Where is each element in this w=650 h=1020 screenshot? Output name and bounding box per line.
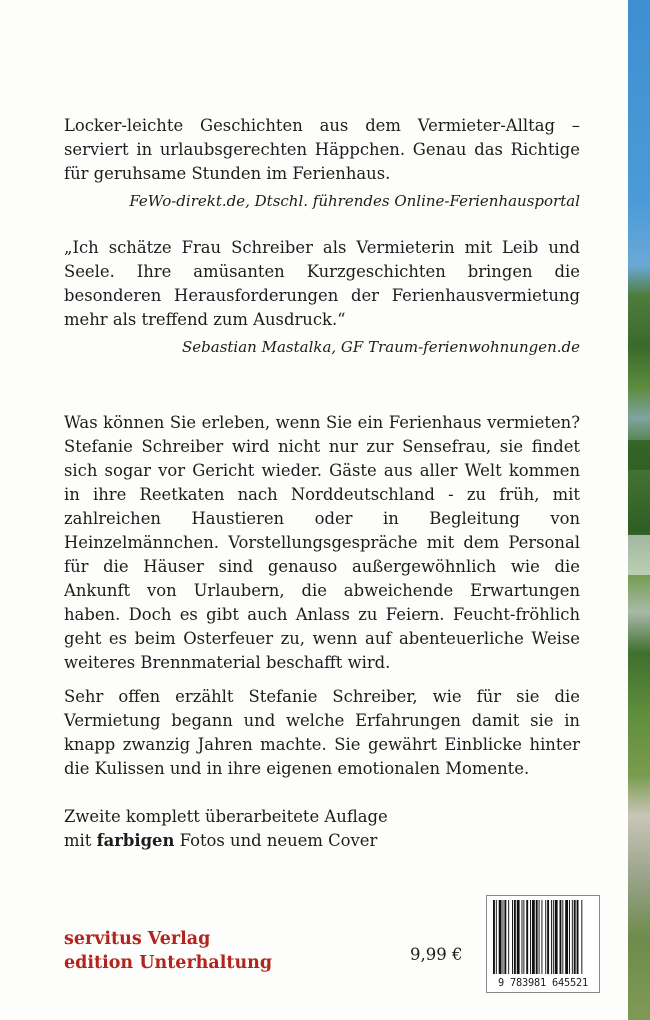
description-paragraph-2: Sehr offen erzählt Stefanie Schreiber, wie für sie die Vermietung begann und welche Erfahrungen damit sie in knapp zwanzig Jahren machte. Sie gewährt Einblicke hinter die Kulissen und in ihre eigenen emotionalen Momente. <box>64 687 580 778</box>
review-quote-mastalka <box>64 236 580 359</box>
isbn-number: 9 783981 645521 <box>498 977 588 989</box>
description-paragraph-1: Was können Sie erleben, wenn Sie ein Ferienhaus vermieten? Stefanie Schreiber wird nicht nur zur Sensefrau, sie findet sich sogar vor Gericht wieder. Gäste aus aller Welt kommen in ihre Reetkaten nach Norddeutschland - zu früh, mit zahlreichen Haustieren oder in Begleitung von Heinzelmännchen. Vorstellungsgespräche mit dem Personal für die Häuser sind genauso außergewöhnlich wie die Ankunft von Urlaubern, die abweichende Erwartungen haben. Doch es gibt auch Anlass zu Feiern. Feucht-fröhlich geht es beim Osterfeuer zu, wenn auf abenteuerliche Weise weiteres Brennmaterial beschafft wird. <box>64 413 580 672</box>
review-text: Locker-leichte Geschichten aus dem Vermieter-Alltag – serviert in urlaubsgerechten Häppchen. Genau das Richtige für geruhsame Stunden im Ferienhaus. <box>64 116 580 183</box>
review-text: „Ich schätze Frau Schreiber als Vermieterin mit Leib und Seele. Ihre amüsanten Kurzgeschichten bringen die besonderen Herausforderungen der Ferienhausvermietung mehr als treffend zum Ausdruck.“ <box>64 238 580 329</box>
publisher-imprint <box>64 927 272 975</box>
isbn-barcode <box>486 895 600 993</box>
review-source: Sebastian Mastalka, GF Traum-ferienwohnungen.de <box>182 338 580 356</box>
edition-prefix: mit <box>64 831 92 850</box>
edition-suffix: Fotos und neuem Cover <box>179 831 378 850</box>
edition-line-1: Zweite komplett überarbeitete Auflage <box>64 807 388 826</box>
edition-highlight: farbigen <box>96 831 175 850</box>
review-source: FeWo-direkt.de, Dtschl. führendes Online-Ferienhausportal <box>129 192 580 210</box>
edition-note <box>64 805 580 853</box>
review-quote-fewo <box>64 114 580 213</box>
edition-line-2 <box>64 829 580 853</box>
barcode-bars <box>493 900 593 974</box>
price-label: 9,99 € <box>410 945 463 964</box>
publisher-name: servitus Verlag <box>64 929 211 949</box>
front-cover-photo-edge <box>628 0 650 1020</box>
publisher-series: edition Unterhaltung <box>64 953 273 973</box>
